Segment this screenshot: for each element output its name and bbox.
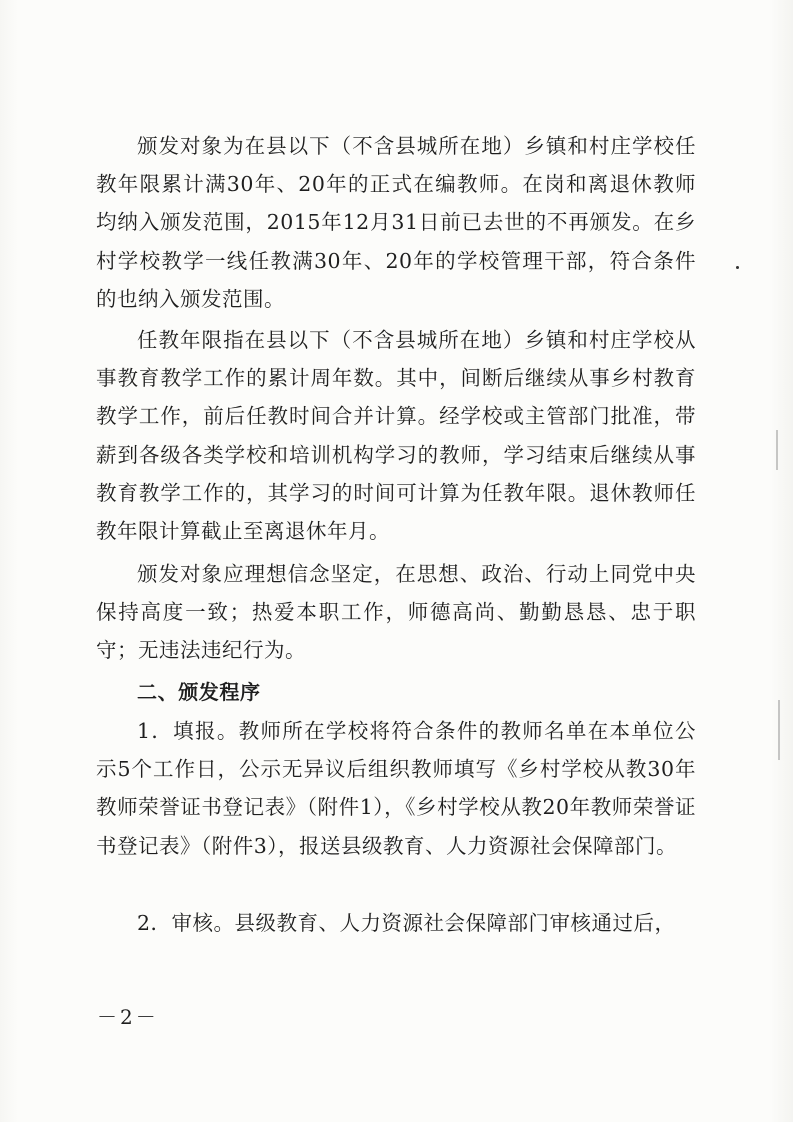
scan-speck	[736, 266, 739, 269]
page-number: －2－	[97, 1005, 159, 1029]
paragraph-eligibility: 颁发对象为在县以下（不含县城所在地）乡镇和村庄学校任教年限累计满30年、20年的正式在编教师。在岗和离退休教师均纳入颁发范围，2015年12月31日前已去世的不再颁发。在乡村学校教学一线任教满30年、20年的学校管理干部，符合条件的也纳入颁发范围。	[96, 134, 696, 311]
paragraph-requirements: 颁发对象应理想信念坚定，在思想、政治、行动上同党中央保持高度一致；热爱本职工作，师德高尚、勤勤恳恳、忠于职守；无违法违纪行为。	[96, 562, 696, 663]
scan-edge-mark	[778, 700, 780, 760]
paragraph-teaching-years: 任教年限指在县以下（不含县城所在地）乡镇和村庄学校从事教育教学工作的累计周年数。其中，间断后继续从事乡村教育教学工作，前后任教时间合并计算。经学校或主管部门批准，带薪到各级各类学校和培训机构学习的教师，学习结束后继续从事教育教学工作的，其学习的时间可计算为任教年限。退休教师任教年限计算截止至离退休年月。	[96, 328, 696, 544]
step-review: 2．审核。县级教育、人力资源社会保障部门审核通过后，	[137, 911, 676, 935]
section-heading-procedure: 二、颁发程序	[137, 680, 261, 704]
scan-edge-mark	[776, 430, 778, 470]
step-fill-report: 1．填报。教师所在学校将符合条件的教师名单在本单位公示5个工作日，公示无异议后组织教师填写《乡村学校从教30年教师荣誉证书登记表》（附件1），《乡村学校从教20年教师荣誉证书登记表》（附件3），报送县级教育、人力资源社会保障部门。	[96, 719, 696, 858]
